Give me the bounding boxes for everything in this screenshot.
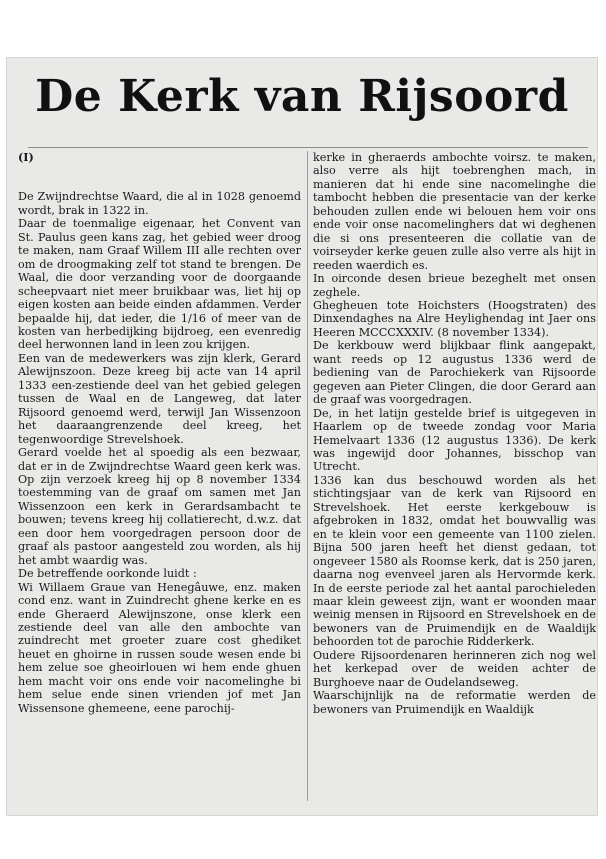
paragraph: De kerkbouw werd blijkbaar flink aangepakt, want reeds op 12 augustus 1336 werd de bediening van de Parochiekerk van Rijsoorde gegeven aan Pieter Clingen, die door Gerard aan de graaf was voorgedragen. [313, 339, 596, 407]
paragraph: Waarschijnlijk na de reformatie werden de bewoners van Pruimendijk en Waaldijk [313, 689, 596, 716]
paragraph: Ghegheuen tote Hoichsters (Hoogstraten) des Dinxendaghes na Alre Heylighendag int Jaer ons Heeren MCCCXXXIV. (8 november 1334). [313, 298, 596, 339]
paragraph: In oirconde desen brieue bezeghelt met onsen zeghele. [313, 272, 596, 299]
paragraph: Gerard voelde het al spoedig als een bezwaar, dat er in de Zwijndrechtse Waard geen kerk was. Op zijn verzoek kreeg hij op 8 november 1334 toestemming van de graaf om samen met Jan Wissenzoon een kerk in Gerardsambacht te bouwen; tevens kreeg hij collatierecht, d.w.z. dat een door hem voorgedragen persoon door de graaf als pastoor aangesteld zou worden, als hij het ambt waardig was. [18, 446, 301, 567]
paragraph: Daar de toenmalige eigenaar, het Convent van St. Paulus geen kans zag, het gebied weer droog te maken, nam Graaf Willem III alle rechten over om de droogmaking zelf tot stand te brengen. De Waal, die door verzanding voor de doorgaande scheepvaart niet meer bruikbaar was, liet hij op eigen kosten aan beide einden afdammen. Verder bepaalde hij, dat ieder, die 1/16 of meer van de kosten van herbedijking bijdroeg, een evenredig deel herwonnen land in leen zou krijgen. [18, 217, 301, 352]
paragraph: Wi Willaem Graue van Henegâuwe, enz. maken cond enz. want in Zuindrecht ghene kerke en es ende Gheraerd Alewijnszone, onse klerk een zestiende deel van alle den ambochte van zuindrecht met groeter zuare cost ghediket heuet en ghoirne in russen soude wesen ende bi hem zelue soe gheoirlouen wi hem ende ghuen hem macht voir ons ende voir nacomelinghe bi hem selue ende sinen vrienden jof met Jan Wissensone ghemeene, eene parochij- [18, 580, 301, 715]
paragraph: kerke in gheraerds ambochte voirsz. te maken, also verre als hijt toebrenghen mach, in manieren dat hi ende sine nacomelinghe die tambocht hebben die presentacie van der kerke behouden zullen ende wi belouen hem voir ons ende voir onse nacomelinghers dat wi deghenen die si ons presenteeren die collatie van de voirseyder kerke geuen zulle also verre als hijt in reeden waerdich es. [313, 151, 596, 272]
article-title: De Kerk van Rijsoord [35, 71, 569, 122]
paragraph: Oudere Rijsoordenaren herinneren zich nog wel het kerkepad over de weiden achter de Burghoeve naar de Oudelandseweg. [313, 648, 596, 689]
title-rule [28, 147, 588, 148]
newspaper-clipping [6, 57, 598, 816]
paragraph: 1336 kan dus beschouwd worden als het stichtingsjaar van de kerk van Rijsoord en Strevelshoek. Het eerste kerkgebouw is afgebroken in 1832, omdat het bouwvallig was en te klein voor een gemeente van 1100 zielen. Bijna 500 jaren heeft het dienst gedaan, tot ongeveer 1580 als Roomse kerk, dat is 250 jaren, daarna nog evenveel jaren als Hervormde kerk. In de eerste periode zal het aantal parochieleden maar klein geweest zijn, want er woonden maar weinig mensen in Rijsoord en Strevelshoek en de bewoners van de Pruimendijk en de Waaldijk behoorden tot de parochie Ridderkerk. [313, 473, 596, 649]
paragraph: Een van de medewerkers was zijn klerk, Gerard Alewijnszoon. Deze kreeg bij acte van 14 april 1333 een-zestiende deel van het gebied gelegen tussen de Waal en de Langeweg, dat later Rijsoord genoemd werd, terwijl Jan Wissenzoon het daaraangrenzende deel kreeg, het tegenwoordige Strevelshoek. [18, 351, 301, 446]
paragraph: De, in het latijn gestelde brief is uitgegeven in Haarlem op de tweede zondag voor Maria Hemelvaart 1336 (12 augustus 1336). De kerk was ingewijd door Johannes, bisschop van Utrecht. [313, 406, 596, 474]
paragraph: De betreffende oorkonde luidt : [18, 567, 197, 581]
left-column [18, 151, 301, 813]
part-marker: (I) [18, 151, 34, 164]
right-column [313, 151, 596, 813]
paragraph: De Zwijndrechtse Waard, die al in 1028 genoemd wordt, brak in 1322 in. [18, 190, 301, 217]
column-divider [307, 151, 308, 801]
